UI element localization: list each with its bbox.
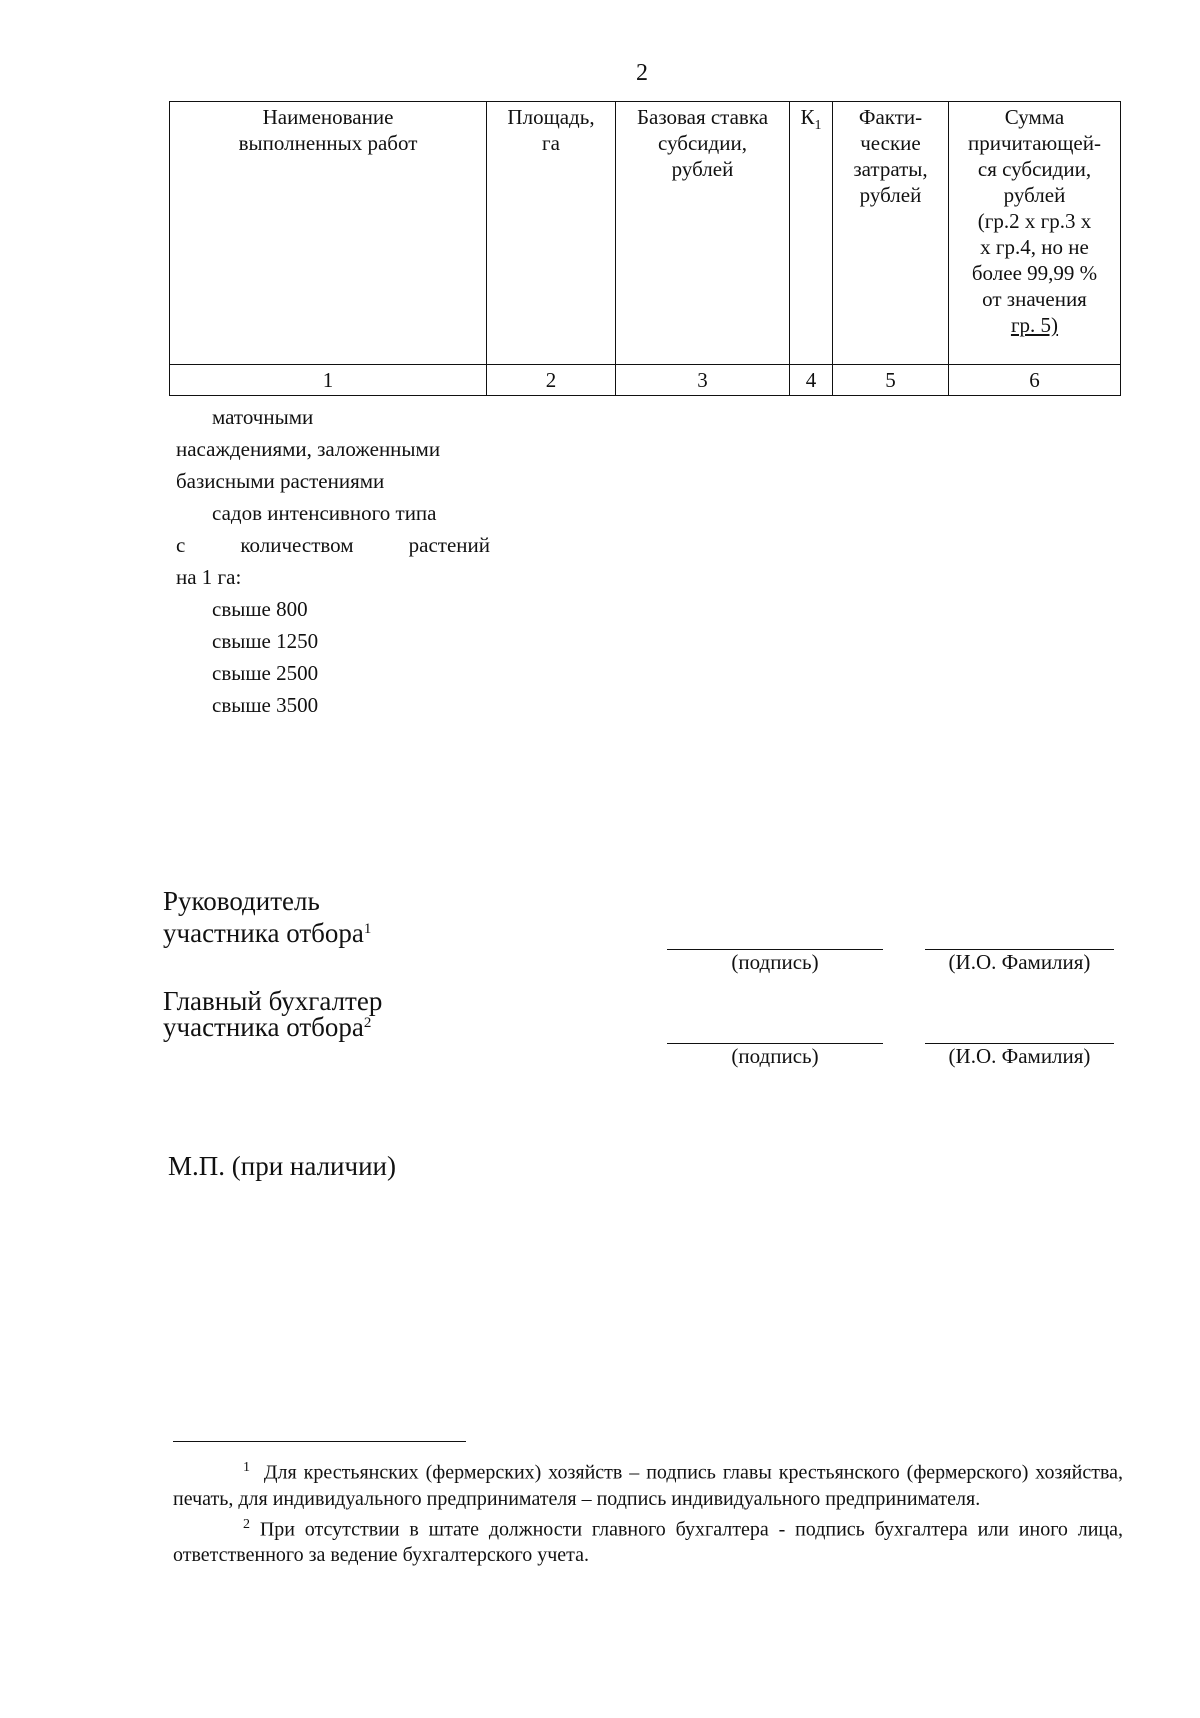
header-k1: [790, 102, 833, 365]
header-text: Площадь,: [507, 105, 595, 129]
subsidy-table: [169, 101, 1121, 396]
header-text: Факти-: [858, 105, 923, 129]
column-number: 5: [833, 365, 949, 396]
row-text: на 1 га:: [176, 565, 242, 589]
column-number: 3: [616, 365, 790, 396]
footnotes: [173, 1455, 1123, 1568]
header-text: (гр.2 х гр.3 х: [977, 209, 1092, 233]
row-text: насаждениями, заложенными: [176, 437, 441, 461]
work-items-list: [176, 401, 490, 721]
list-item: свыше 800: [212, 597, 308, 621]
footnote-separator: [173, 1441, 466, 1442]
row-text: маточными: [212, 405, 314, 429]
header-text: более 99,99 %: [971, 261, 1098, 285]
header-text: выполненных работ: [238, 131, 418, 155]
signature-title-text: участника отбора: [163, 1012, 364, 1042]
header-subsidy-sum: [949, 102, 1121, 365]
list-item: свыше 2500: [212, 661, 319, 685]
accountant-sign-caption: (подпись): [731, 1044, 819, 1068]
header-text: ся субсидии,: [977, 157, 1092, 181]
header-subscript: 1: [814, 118, 822, 134]
header-text: х гр.4, но не: [980, 235, 1089, 259]
header-text: затраты,: [853, 157, 928, 181]
header-text: рублей: [859, 183, 922, 207]
row-text-justified: [176, 529, 490, 561]
footnote-2: [173, 1512, 1123, 1569]
table-header-row: [170, 102, 1121, 365]
footnote-mark: 2: [243, 1516, 250, 1532]
row-text: садов интенсивного типа: [212, 501, 437, 525]
signature-title-line: [163, 1011, 382, 1043]
header-text: К: [800, 105, 815, 129]
signature-title-line: Главный бухгалтер: [163, 986, 383, 1016]
signature-title-text: участника отбора: [163, 918, 364, 948]
head-signature-title: [163, 885, 371, 949]
header-actual-costs: [833, 102, 949, 365]
list-item: свыше 3500: [212, 693, 319, 717]
signature-title-line: [163, 917, 371, 949]
page-number: 2: [636, 60, 648, 86]
head-name-caption: (И.О. Фамилия): [948, 950, 1091, 974]
head-sign-caption: (подпись): [731, 950, 819, 974]
column-number: 2: [487, 365, 616, 396]
header-text: рублей: [1003, 183, 1066, 207]
footnote-text: Для крестьянских (фермерских) хозяйств – подпись главы крестьянского (фермерского) хозяйства, печать, для индивидуального предпринимателя – подпись индивидуального предпринимателя.: [173, 1461, 1124, 1510]
header-text: Базовая ставка: [636, 105, 769, 129]
header-text: га: [542, 131, 560, 155]
column-number: 1: [170, 365, 487, 396]
footnote-mark: 1: [363, 921, 372, 937]
row-text: базисными растениями: [176, 469, 385, 493]
header-text: Сумма: [1004, 105, 1065, 129]
footnote-mark: 1: [243, 1460, 250, 1475]
column-number: 4: [790, 365, 833, 396]
header-text: рублей: [671, 157, 734, 181]
header-text: от значения: [982, 287, 1087, 311]
row-word: количеством: [240, 533, 354, 557]
header-area: [487, 102, 616, 365]
footnote-text: При отсутствии в штате должности главного бухгалтера - подпись бухгалтера или иного лица, ответственного за ведение бухгалтерского учета.: [173, 1518, 1123, 1567]
list-item: свыше 1250: [212, 629, 319, 653]
signature-title-line: Руководитель: [163, 886, 320, 916]
stamp-placeholder: М.П. (при наличии): [168, 1151, 396, 1181]
header-text: причитающей-: [968, 131, 1101, 155]
header-work-name: [170, 102, 487, 365]
row-word: с: [176, 533, 186, 557]
header-text: субсидии,: [658, 131, 747, 155]
header-base-rate: [616, 102, 790, 365]
header-text: ческие: [860, 131, 921, 155]
column-number: 6: [949, 365, 1121, 396]
footnote-mark: 2: [363, 1015, 372, 1031]
column-number-row: [170, 365, 1121, 396]
accountant-name-caption: (И.О. Фамилия): [948, 1044, 1091, 1068]
header-text: гр. 5): [1010, 313, 1059, 337]
header-text: Наименование: [262, 105, 394, 129]
row-word: растений: [408, 533, 490, 557]
accountant-signature-title: [163, 985, 382, 1043]
footnote-1: [173, 1455, 1123, 1512]
